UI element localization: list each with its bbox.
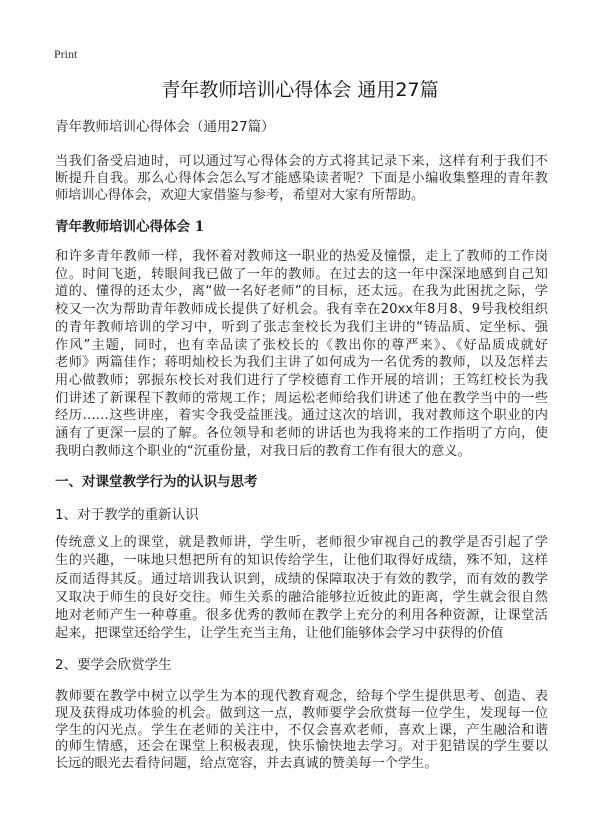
intro-paragraph — [55, 153, 548, 204]
text-line: 起来，把课堂还给学生，让学生充当主角，让他们能够体会学习中获得的价值 — [55, 626, 504, 642]
body-paragraph-2 — [55, 534, 548, 644]
text-line: 的青年教师培训的学习中，听到了张志奎校长为我们主讲的“铸品质、定坐标、强 — [55, 319, 548, 335]
text-line: 用心做教师；郭振东校长对我们进行了学校德育工作开展的培训；王笃红校长为我 — [55, 372, 548, 388]
subheading-2: 2、要学会欣赏学生 — [55, 657, 172, 673]
text-line: 断提升自我。那么心得体会怎么写才能感染读者呢？下面是小编收集整理的青年教 — [55, 171, 548, 186]
text-line: 涵有了更深一层的了解。各位领导和老师的讲话也为我将来的工作指明了方向，使 — [55, 426, 548, 442]
text-line: 生的兴趣，一味地只想把所有的知识传给学生，让他们取得好成绩，殊不知，这样 — [55, 553, 548, 569]
text-line: 反而适得其反。通过培训我认识到，成绩的保障取决于有效的教学，而有效的教学 — [55, 571, 548, 587]
article-subtitle: 青年教师培训心得体会（通用27篇） — [55, 119, 275, 135]
subheading-1: 1、对于教学的重新认识 — [55, 507, 199, 523]
text-line: 长远的眼光去看待问题，给点宽容，并去真诚的赞美每一个学生。 — [55, 756, 438, 772]
section-heading-1: 青年教师培训心得体会 1 — [55, 219, 205, 235]
body-paragraph-1 — [55, 248, 548, 460]
text-line: 教师要在教学中树立以学生为本的现代教育观念，给每个学生提供思考、创造、表 — [55, 689, 548, 704]
text-line: 当我们备受启迪时，可以通过写心得体会的方式将其记录下来，这样有利于我们不 — [55, 154, 548, 169]
text-line: 和许多青年教师一样，我怀着对教师这一职业的热爱及憧憬，走上了教师的工作岗 — [55, 249, 548, 264]
text-line: 们讲述了新课程下教师的常规工作；周运松老师给我们讲述了他在教学当中的一些 — [55, 390, 548, 406]
text-line: 道的、懂得的还太少，离“做一名好老师”的目标，还太远。在我为此困扰之际，学 — [55, 284, 548, 300]
print-link[interactable]: Print — [54, 47, 78, 61]
text-line: 校又一次为帮助青年教师成长提供了好机会。我有幸在20xx年8月8、9号我校组织 — [55, 302, 548, 318]
text-line: 师培训心得体会，欢迎大家借鉴与参考，希望对大家有所帮助。 — [55, 188, 425, 203]
text-line: 我明白教师这个职业的“沉重份量，对我日后的教育工作有很大的意义。 — [55, 443, 471, 459]
text-line: 地对老师产生一种尊重。很多优秀的教师在教学上充分的利用各种资源，让课堂活 — [55, 608, 548, 624]
text-line: 老师》两篇佳作；蒋明灿校长为我们主讲了如何成为一名优秀的教师，以及怎样去 — [55, 355, 548, 371]
text-line: 作风”主题，同时，也有幸品读了张校长的《教出你的尊严来》、《好品质成就好 — [55, 337, 548, 353]
text-line: 经历……这些讲座，着实令我受益匪浅。通过这次的培训，我对教师这个职业的内 — [55, 408, 548, 424]
section-heading-classroom: 一、对课堂教学行为的认识与思考 — [55, 474, 258, 490]
text-line: 现及获得成功体验的机会。做到这一点，教师要学会欣赏每一位学生，发现每一位 — [55, 705, 548, 721]
text-line: 又取决于师生的良好交往。师生关系的融洽能够拉近彼此的距离，学生就会很自然 — [55, 589, 548, 605]
body-paragraph-3 — [55, 689, 548, 773]
text-line: 传统意义上的课堂，就是教师讲，学生听，老师很少审视自己的教学是否引起了学 — [55, 535, 548, 550]
text-line: 的师生情感，还会在课堂上积极表现，快乐愉快地去学习。对于犯错误的学生要以 — [55, 739, 548, 755]
text-line: 学生的闪光点。学生在老师的关注中，不仅会喜欢老师，喜欢上课，产生融洽和谐 — [55, 722, 548, 738]
page-title: 青年教师培训心得体会 通用27篇 — [161, 79, 439, 101]
text-line: 位。时间飞逝，转眼间我已做了一年的教师。在过去的这一年中深深地感到自己知 — [55, 266, 548, 282]
